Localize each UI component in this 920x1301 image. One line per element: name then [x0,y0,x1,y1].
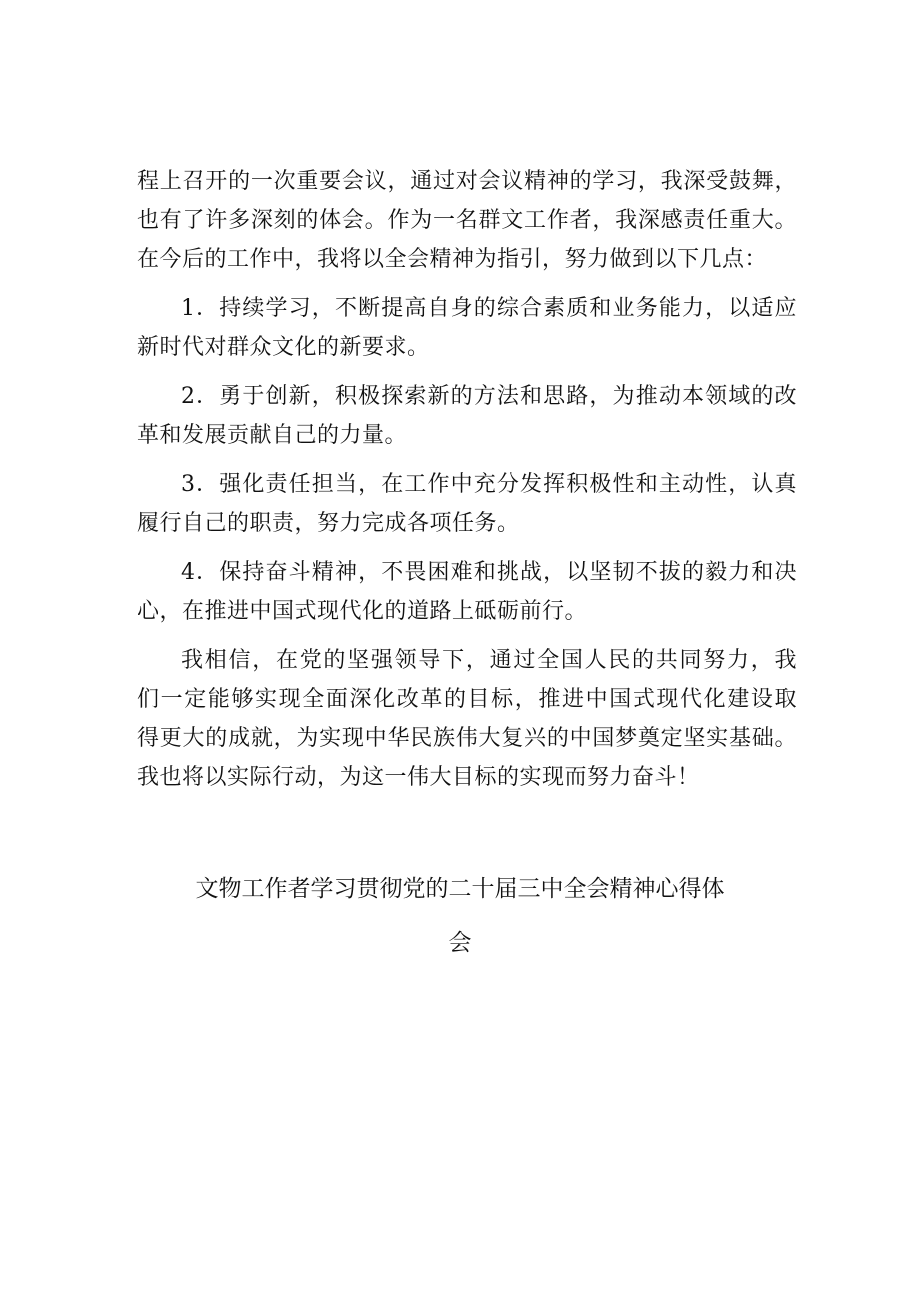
list-item-1-line: 1．持续学习，不断提高自身的综合素质和业务能力，以适应 [181,296,797,321]
title-line: 会 [448,930,472,956]
closing-paragraph-line: 们一定能够实现全面深化改革的目标，推进中国式现代化建设取 [137,687,797,712]
list-item-2-line: 革和发展贡献自己的力量。 [137,423,408,448]
list-item-3-line: 3．强化责任担当，在工作中充分发挥积极性和主动性，认真 [181,472,797,497]
list-item-1-line: 新时代对群众文化的新要求。 [137,335,430,360]
closing-paragraph-line: 我相信，在党的坚强领导下，通过全国人民的共同努力，我 [181,648,797,673]
list-item-2-line: 2．勇于创新，积极探索新的方法和思路，为推动本领域的改 [181,384,797,409]
title-line: 文物工作者学习贯彻党的二十届三中全会精神心得体 [195,876,725,902]
list-item-4-line: 4．保持奋斗精神，不畏困难和挑战，以坚韧不拔的毅力和决 [181,560,797,585]
paragraph-line: 程上召开的一次重要会议，通过对会议精神的学习，我深受鼓舞， [137,169,797,194]
paragraph-line: 在今后的工作中，我将以全会精神为指引，努力做到以下几点： [137,247,768,272]
paragraph-line: 也有了许多深刻的体会。作为一名群文工作者，我深感责任重大。 [137,208,797,233]
closing-paragraph-line: 得更大的成就，为实现中华民族伟大复兴的中国梦奠定坚实基础。 [137,726,797,751]
body-text [137,162,797,797]
closing-paragraph-line: 我也将以实际行动，为这一伟大目标的实现而努力奋斗！ [137,765,700,790]
list-item-4-line: 心，在推进中国式现代化的道路上砥砺前行。 [137,599,588,624]
document-title [120,862,800,970]
list-item-3-line: 履行自己的职责，努力完成各项任务。 [137,511,520,536]
